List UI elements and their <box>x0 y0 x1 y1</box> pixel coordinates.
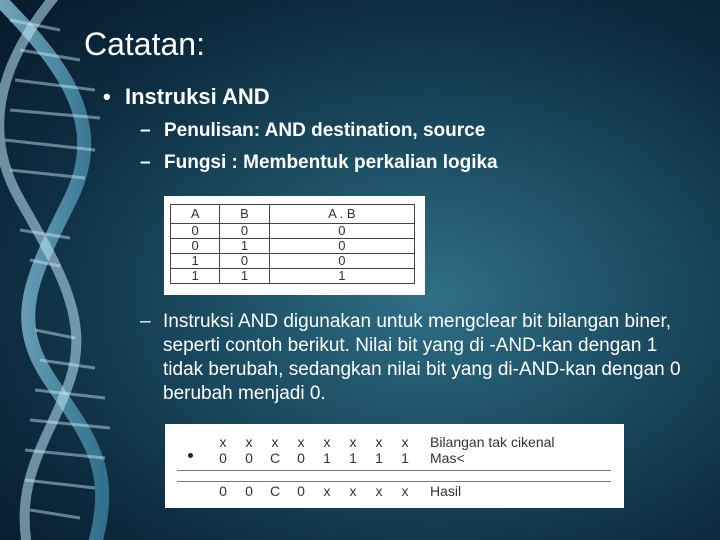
divider-line <box>177 470 611 471</box>
table-row <box>171 224 415 239</box>
sub-item-text: Fungsi : Membentuk perkalian logika <box>164 152 498 173</box>
result-bit: 0 <box>219 483 227 499</box>
mask-bit: 0 <box>219 450 227 466</box>
table-header-row <box>171 205 415 224</box>
mask-bit: 0 <box>297 450 305 466</box>
bullet-instruksi-and <box>103 84 270 110</box>
unknown-bit: x <box>349 434 357 450</box>
mask-bit: 1 <box>401 450 409 466</box>
explanation-paragraph <box>140 310 700 406</box>
table-row <box>171 254 415 269</box>
divider-line <box>177 481 611 482</box>
and-truth-table <box>170 204 415 284</box>
result-label: Hasil <box>430 483 462 499</box>
mask-bit: 1 <box>349 450 357 466</box>
unknown-bit: x <box>375 434 383 450</box>
dash: – <box>140 120 151 141</box>
mask-bit: 1 <box>375 450 383 466</box>
truth-table-panel <box>164 196 425 295</box>
table-row <box>171 269 415 284</box>
mask-label: Mas< <box>430 450 465 466</box>
unknown-bit: x <box>271 434 279 450</box>
table-cell: 1 <box>220 269 269 284</box>
bullet-dot: • <box>103 84 111 109</box>
table-cell: 0 <box>220 254 269 269</box>
table-cell: 0 <box>269 224 414 239</box>
sub-item-text: Penulisan: AND destination, source <box>164 120 486 141</box>
table-cell: 0 <box>269 239 414 254</box>
bullet-text: Instruksi AND <box>125 84 270 109</box>
table-cell: 1 <box>171 254 220 269</box>
sub-item-fungsi <box>140 152 498 174</box>
result-bit: 0 <box>245 483 253 499</box>
header-b: B <box>220 205 269 224</box>
paragraph-text: Instruksi AND digunakan untuk mengclear bit bilangan biner, seperti contoh berikut. Nilai bit yang di -AND-kan dengan 1 tidak berubah, sedangkan nilai bit yang di-AND-kan dengan 0 berubah menjadi 0. <box>163 311 681 404</box>
mask-bit: 1 <box>323 450 331 466</box>
row1-label: Bilangan tak cikenal <box>430 434 555 450</box>
table-cell: 1 <box>220 239 269 254</box>
result-bit: x <box>401 483 409 499</box>
slide-title: Catatan: <box>84 26 205 62</box>
unknown-bit: x <box>297 434 305 450</box>
table-cell: 0 <box>171 239 220 254</box>
result-bit: 0 <box>297 483 305 499</box>
table-cell: 0 <box>269 254 414 269</box>
table-cell: 1 <box>171 269 220 284</box>
dna-helix-illustration <box>0 0 150 540</box>
unknown-bit: x <box>401 434 409 450</box>
dash: – <box>140 311 151 332</box>
unknown-bit: x <box>245 434 253 450</box>
mask-bit: 0 <box>245 450 253 466</box>
unknown-bit: x <box>323 434 331 450</box>
mask-bit: C <box>269 450 281 466</box>
result-bit: x <box>323 483 331 499</box>
result-bit: C <box>269 483 281 499</box>
table-row <box>171 239 415 254</box>
table-cell: 0 <box>171 224 220 239</box>
and-operator-dot <box>188 453 193 458</box>
result-bit: x <box>349 483 357 499</box>
sub-item-penulisan <box>140 120 485 142</box>
table-cell: 1 <box>269 269 414 284</box>
result-bit: x <box>375 483 383 499</box>
header-a: A <box>171 205 220 224</box>
table-cell: 0 <box>220 224 269 239</box>
unknown-bit: x <box>219 434 227 450</box>
header-a-and-b: A . B <box>269 205 414 224</box>
dash: – <box>140 152 151 173</box>
mask-example-panel <box>165 424 624 508</box>
